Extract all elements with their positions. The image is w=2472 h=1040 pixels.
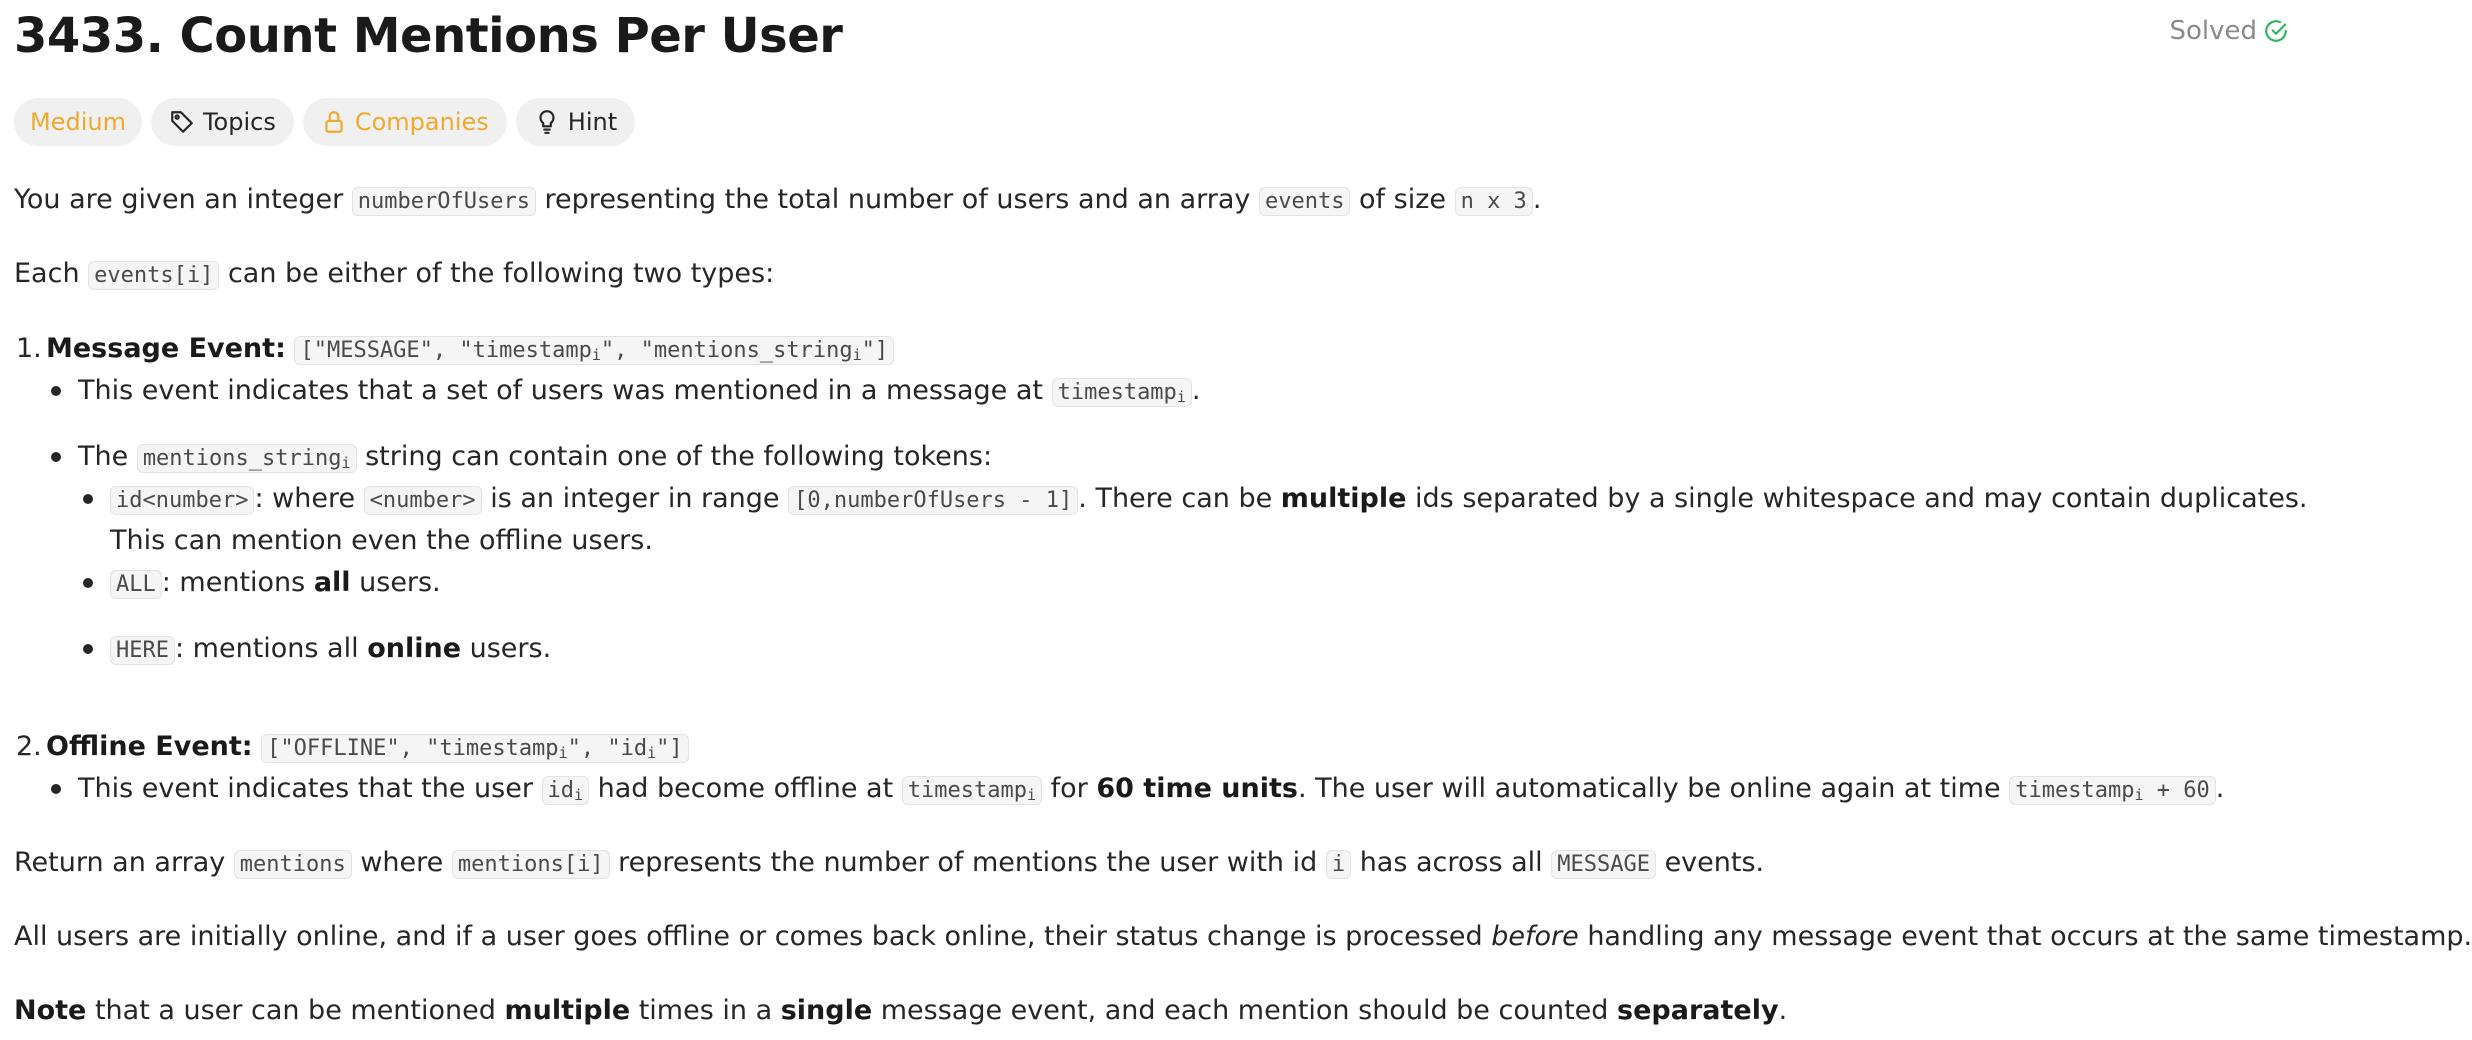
topics-label: Topics [202,108,276,136]
code-timestamp: timestamp$_i$ [1052,378,1192,407]
code-events-i: events[i] [88,261,219,290]
solved-status [2169,16,2289,46]
mentions-string-desc: The mentions_string$_i$ string can contain one of the following tokens: [78,441,993,472]
bullet [83,578,93,588]
hint-button[interactable] [516,98,635,146]
offline-event-desc: This event indicates that the user $id_i$ had become offline at timestamp$_i$ for 60 time units. The user will automatically be online again at time timestamp$_i$ + 60 . [78,773,2225,804]
hint-label: Hint [567,108,618,136]
item-number: 2. [16,731,42,762]
bullet [51,386,61,396]
code-mentions-string: mentions_string$_i$ [137,444,357,473]
solved-label: Solved [2169,16,2257,46]
tag-icon [169,109,195,135]
bullet [51,784,61,794]
code-size: n x 3 [1455,187,1533,216]
topics-button[interactable] [151,98,294,146]
code-message: MESSAGE [1551,850,1656,879]
bullet [51,452,61,462]
code-id-number: id<number> [110,486,254,515]
companies-button[interactable] [303,98,507,146]
token-id-desc-cont: This can mention even the offline users. [110,525,653,556]
offline-event-heading: Offline Event: ["OFFLINE", "timestamp$_i$", "$id_i$"] [46,726,689,770]
header [14,0,2289,76]
code-message-event: ["MESSAGE", "timestamp$_i$", "mentions_string$_i$"] [294,336,894,365]
message-event-heading: Message Event: ["MESSAGE", "timestamp$_i$", "mentions_string$_i$"] [46,328,894,372]
lock-icon [321,109,347,135]
return-paragraph: Return an array mentions where mentions[i] represents the number of mentions the user with id i has across all MESSAGE events. [14,847,1765,878]
code-timestamp-plus-60: timestamp$_i$ + 60 [2009,776,2215,805]
token-all-desc: ALL : mentions all users. [110,562,441,606]
check-circle-icon [2263,18,2289,44]
code-range: [0,numberOfUsers - 1] [788,486,1078,515]
item-number: 1. [16,333,42,364]
code-id: $id_i$ [542,776,590,805]
note-paragraph: Note that a user can be mentioned multiple times in a single message event, and each mention should be counted separately. [14,995,1788,1026]
online-paragraph: All users are initially online, and if a user goes offline or comes back online, their status change is processed before handling any message event that occurs at the same timestamp. [14,921,2472,952]
message-event-desc: This event indicates that a set of users was mentioned in a message at timestamp$_i$ . [78,375,1201,406]
companies-label: Companies [354,108,489,136]
intro-paragraph: You are given an integer numberOfUsers representing the total number of users and an array events of size n x 3 . [14,184,1542,215]
lightbulb-icon [534,109,560,135]
token-id-desc: id<number> : where <number> is an integer in range [0,numberOfUsers - 1] . There can be multiple ids separated by a single whitespace and may contain duplicates. [110,478,2308,522]
code-offline-timestamp: timestamp$_i$ [902,776,1042,805]
code-mentions: mentions [234,850,352,879]
bullet [83,644,93,654]
code-all: ALL [110,570,162,599]
page-title: 3433. Count Mentions Per User [14,8,843,64]
bullet [83,494,93,504]
code-offline-event: ["OFFLINE", "timestamp$_i$", "$id_i$"] [261,734,688,763]
difficulty-badge [14,98,142,146]
token-here-desc: HERE : mentions all online users. [110,628,551,672]
problem-page [14,0,2472,1026]
difficulty-label: Medium [30,108,126,136]
code-mentions-i: mentions[i] [452,850,610,879]
code-here: HERE [110,636,175,665]
code-events: events [1259,187,1350,216]
code-number: <number> [364,486,482,515]
tag-bar [14,98,635,146]
code-i: i [1326,850,1351,879]
types-paragraph: Each events[i] can be either of the following two types: [14,258,775,289]
code-number-of-users: numberOfUsers [352,187,536,216]
